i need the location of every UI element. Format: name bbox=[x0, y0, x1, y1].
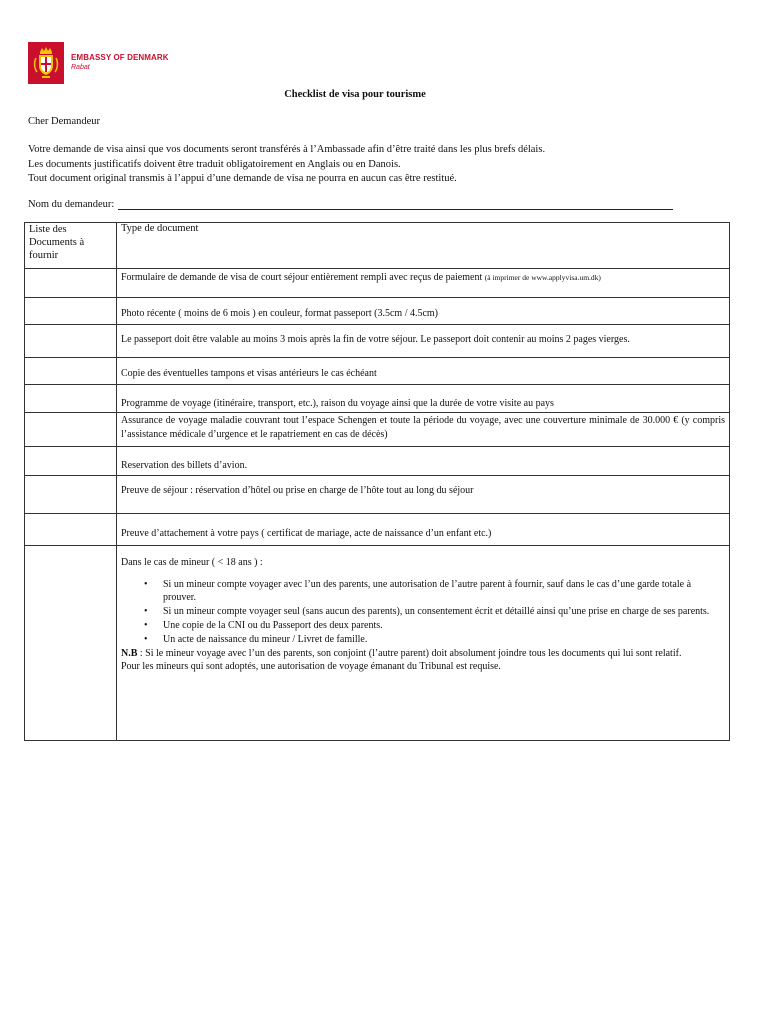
checkbox-cell[interactable] bbox=[25, 358, 117, 385]
document-type-cell bbox=[117, 269, 730, 298]
table-row bbox=[25, 325, 730, 358]
document-type-cell: Reservation des billets d’avion. bbox=[117, 447, 730, 476]
column-header-type: Type de document bbox=[117, 223, 730, 269]
greeting: Cher Demandeur bbox=[28, 116, 101, 127]
table-row bbox=[25, 514, 730, 546]
checkbox-cell[interactable] bbox=[25, 413, 117, 447]
checkbox-cell[interactable] bbox=[25, 546, 117, 741]
adopted-note: Pour les mineurs qui sont adoptés, une autorisation de voyage émanant du Tribunal est requise. bbox=[121, 661, 501, 672]
nb-text: : Si le mineur voyage avec l’un des parents, son conjoint (l’autre parent) doit absolument joindre tous les documents qui lui sont relatif. bbox=[139, 648, 682, 659]
checkbox-cell[interactable] bbox=[25, 514, 117, 546]
document-text: Formulaire de demande de visa de court séjour entièrement rempli avec reçus de paiement bbox=[121, 272, 483, 283]
list-item: • Si un mineur compte voyager seul (sans aucun des parents), un consentement écrit et détaillé ainsi qu’une prise en charge de ses parents. bbox=[163, 605, 725, 618]
table-row bbox=[25, 269, 730, 298]
document-type-cell: Photo récente ( moins de 6 mois ) en couleur, format passeport (3.5cm / 4.5cm) bbox=[117, 298, 730, 325]
intro-paragraph bbox=[28, 143, 545, 187]
checkbox-cell[interactable] bbox=[25, 325, 117, 358]
document-type-cell: Programme de voyage (itinéraire, transport, etc.), raison du voyage ainsi que la durée de votre visite au pays bbox=[117, 385, 730, 413]
applicant-name-blank[interactable] bbox=[118, 199, 673, 210]
coat-of-arms-icon bbox=[28, 42, 64, 84]
intro-line: Les documents justificatifs doivent être traduit obligatoirement en Anglais ou en Danois. bbox=[28, 158, 401, 170]
applicant-name-field bbox=[28, 199, 673, 210]
document-checklist-table bbox=[24, 222, 730, 741]
table-row bbox=[25, 298, 730, 325]
embassy-logo bbox=[28, 42, 169, 84]
page-title: Checklist de visa pour tourisme bbox=[284, 89, 426, 100]
document-type-cell: Le passeport doit être valable au moins 3 mois après la fin de votre séjour. Le passeport doit contenir au moins 2 pages vierges. bbox=[117, 325, 730, 358]
document-type-cell: Assurance de voyage maladie couvrant tout l’espace Schengen et toute la période du voyage, avec une couverture minimale de 30.000 € (y compris l’assistance médicale d’urgence et le rapatriement en cas de décès) bbox=[117, 413, 730, 447]
minor-requirements-cell bbox=[117, 546, 730, 741]
checkbox-cell[interactable] bbox=[25, 476, 117, 514]
table-row bbox=[25, 358, 730, 385]
table-row-minors bbox=[25, 546, 730, 741]
checkbox-cell[interactable] bbox=[25, 385, 117, 413]
table-row bbox=[25, 447, 730, 476]
nb-label: N.B bbox=[121, 648, 138, 659]
document-type-cell: Preuve de séjour : réservation d’hôtel ou prise en charge de l’hôte tout au long du séjour bbox=[117, 476, 730, 514]
document-note: (à imprimer de www.applyvisa.um.dk) bbox=[484, 273, 601, 282]
list-item: • Un acte de naissance du mineur / Livret de famille. bbox=[163, 633, 725, 646]
table-row bbox=[25, 476, 730, 514]
nota-bene bbox=[121, 647, 725, 660]
document-type-cell: Copie des éventuelles tampons et visas antérieurs le cas échéant bbox=[117, 358, 730, 385]
embassy-city: Rabat bbox=[71, 64, 90, 71]
checkbox-cell[interactable] bbox=[25, 269, 117, 298]
column-header-documents: Liste des Documents à fournir bbox=[25, 223, 117, 269]
checkbox-cell[interactable] bbox=[25, 447, 117, 476]
embassy-name: EMBASSY OF DENMARK bbox=[71, 53, 169, 62]
list-item: • Une copie de la CNI ou du Passeport des deux parents. bbox=[163, 619, 725, 632]
document-type-cell: Preuve d’attachement à votre pays ( certificat de mariage, acte de naissance d’un enfant etc.) bbox=[117, 514, 730, 546]
table-row bbox=[25, 385, 730, 413]
intro-line: Votre demande de visa ainsi que vos documents seront transférés à l’Ambassade afin d’être traité dans les plus brefs délais. bbox=[28, 144, 546, 155]
table-row bbox=[25, 413, 730, 447]
checkbox-cell[interactable] bbox=[25, 298, 117, 325]
minor-heading: Dans le cas de mineur ( < 18 ans ) : bbox=[121, 557, 263, 568]
list-item: • Si un mineur compte voyager avec l’un des parents, une autorisation de l’autre parent à fournir, sauf dans le cas d’une garde totale à prouver. bbox=[163, 578, 725, 604]
minor-requirements-list bbox=[121, 578, 725, 646]
table-header-row bbox=[25, 223, 730, 269]
applicant-name-label: Nom du demandeur: bbox=[28, 199, 115, 210]
intro-line: Tout document original transmis à l’appui d’une demande de visa ne pourra en aucun cas être restitué. bbox=[28, 173, 457, 184]
